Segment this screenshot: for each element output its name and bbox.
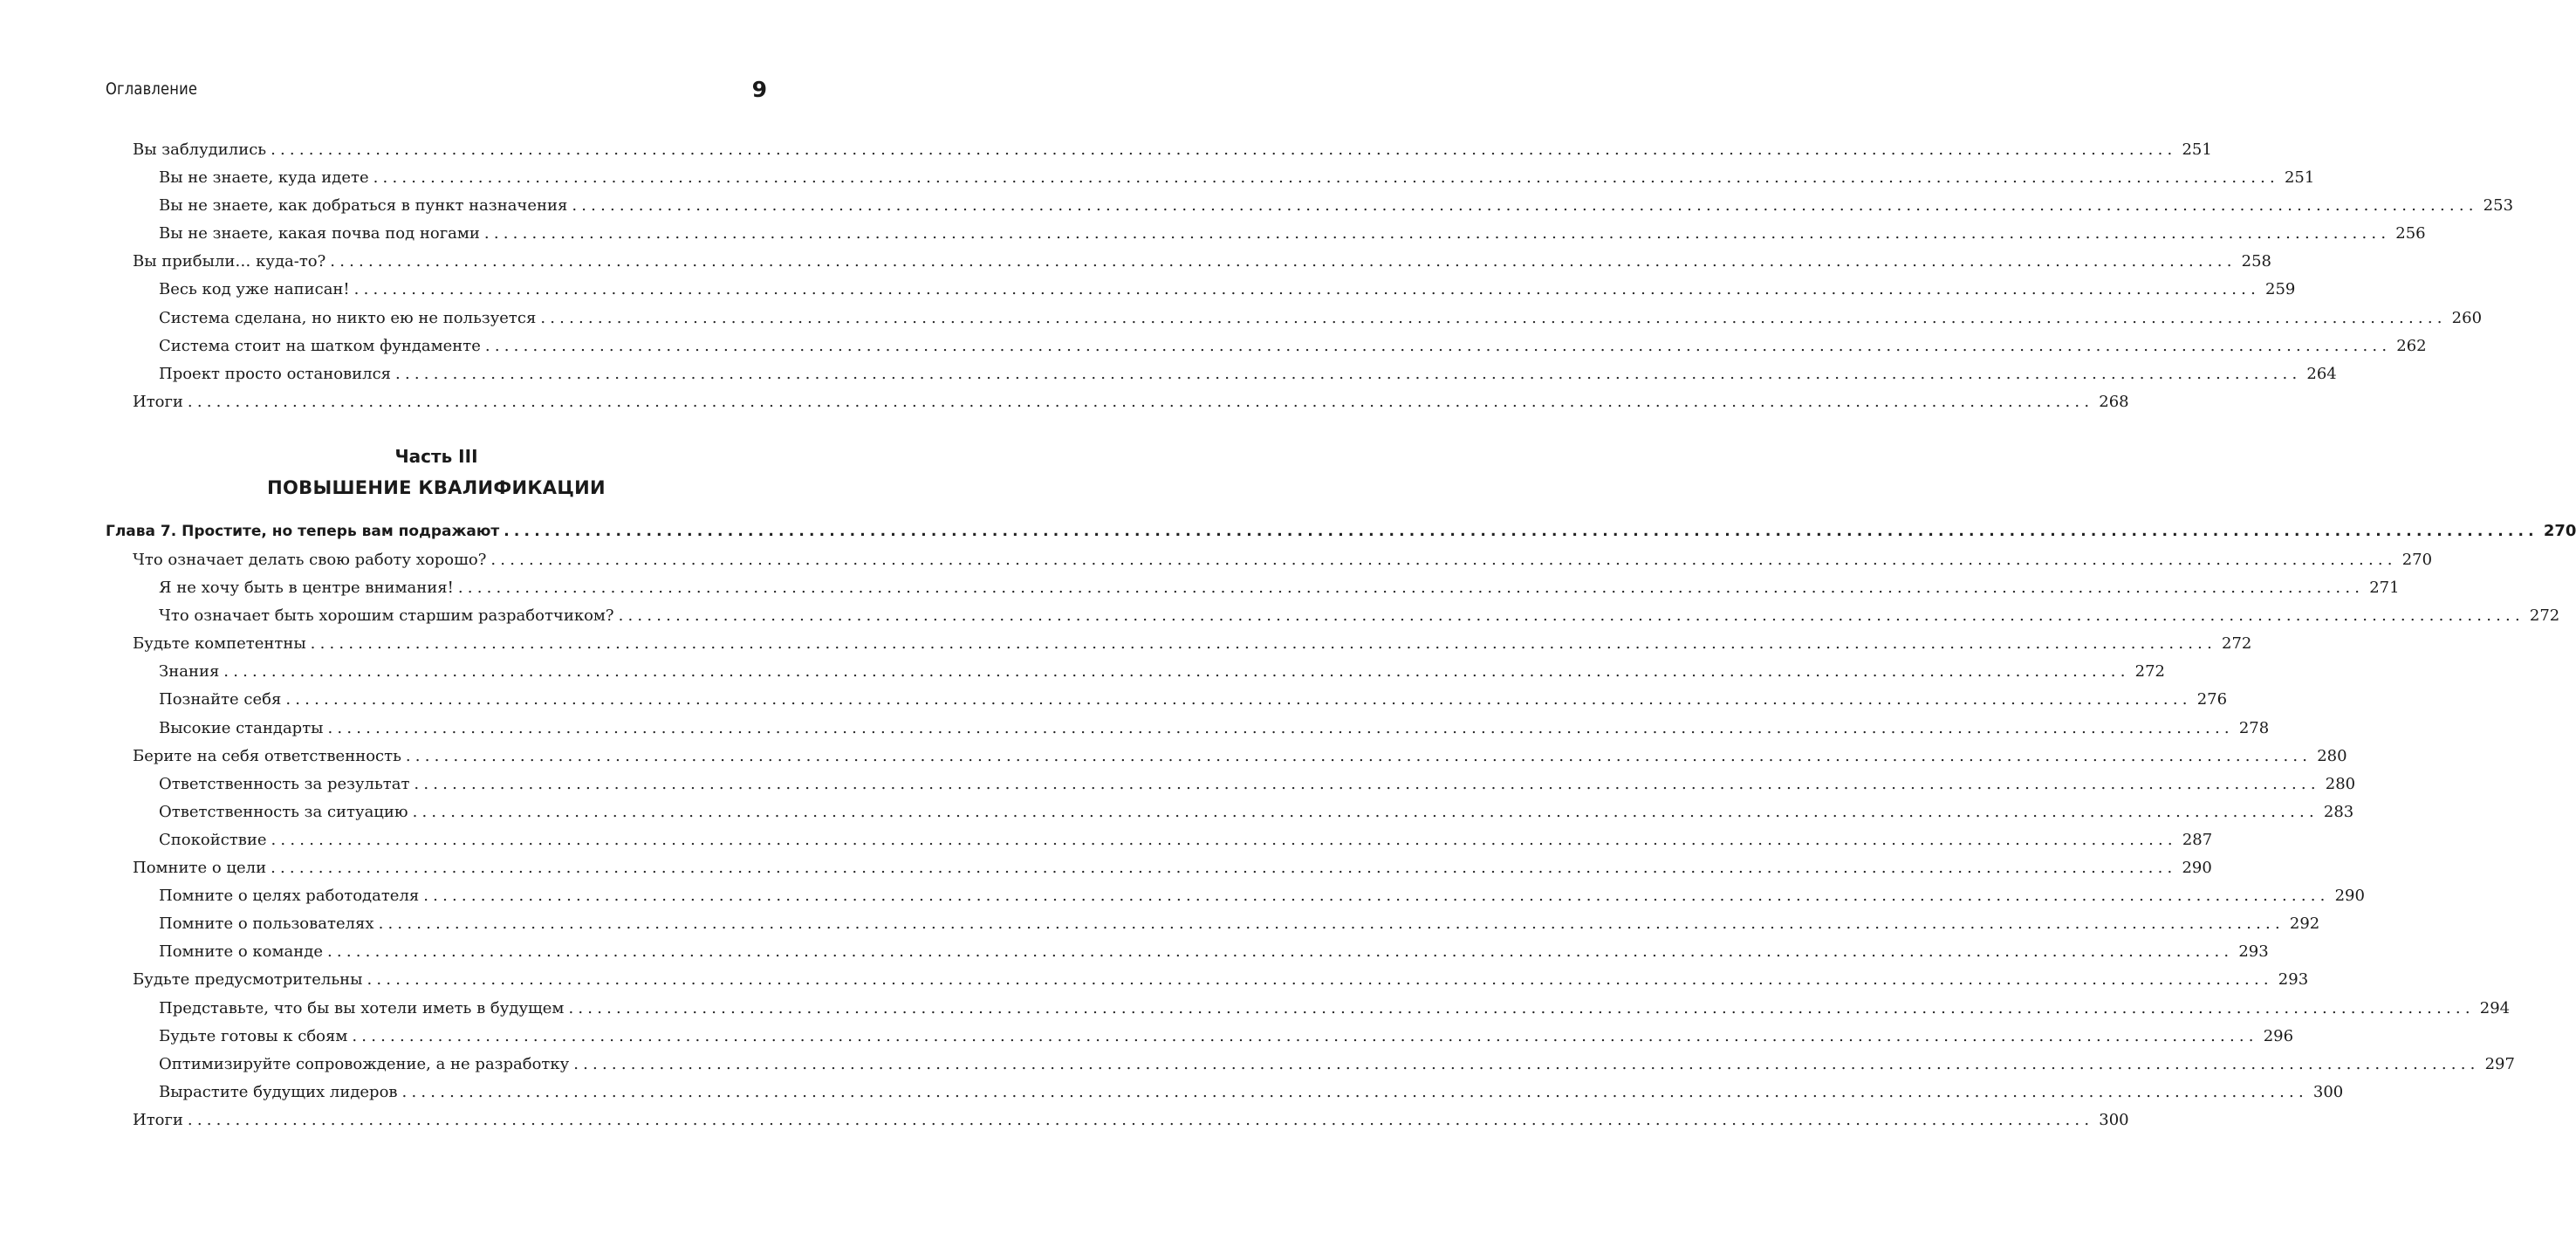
toc-entry — [106, 882, 2365, 910]
toc-entry-page: 258 — [2241, 252, 2271, 271]
toc-entry-page: 297 — [2484, 1054, 2515, 1073]
dot-leader: ........................................................................................................................................................................................................ — [378, 914, 2285, 934]
toc-entry-page: 300 — [2312, 1082, 2344, 1101]
toc-entry-page: 260 — [2451, 308, 2483, 327]
toc-entry-title: Будьте готовы к сбоям — [159, 1026, 348, 1045]
toc-entry — [106, 771, 2356, 798]
toc-entry-title: Представьте, что бы вы хотели иметь в будущем — [159, 998, 565, 1017]
toc-entry-page: 300 — [2099, 1110, 2129, 1129]
toc-entry-page: 256 — [2395, 224, 2426, 243]
toc-entry — [106, 938, 2269, 966]
toc-entry — [106, 630, 2252, 658]
toc-entry-title: Оптимизируйте сопровождение, а не разработку — [159, 1054, 570, 1073]
toc-entry — [106, 276, 2296, 304]
toc-entry — [106, 1023, 2294, 1051]
dot-leader: ........................................................................................................................................................................................................ — [330, 252, 2237, 271]
toc-entry-page: 262 — [2396, 336, 2427, 355]
toc-entry — [106, 574, 2400, 602]
toc-entry-title: Помните о цели — [133, 859, 267, 878]
part-heading — [106, 442, 767, 504]
toc-entry-page: 278 — [2238, 718, 2270, 737]
toc-entry-title: Проект просто остановился — [159, 364, 392, 383]
dot-leader: ........................................................................................................................................................................................................ — [483, 224, 2391, 243]
dot-leader: ........................................................................................................................................................................................................ — [326, 942, 2234, 962]
toc-entry-page: 268 — [2099, 392, 2129, 411]
toc-entry-page: 276 — [2196, 690, 2228, 709]
part-label: Часть III — [394, 446, 478, 467]
toc-entry-title: Познайте себя — [159, 690, 282, 709]
toc-entry-title: Берите на себя ответственность — [133, 746, 401, 765]
toc-entry-title: Глава 7. Простите, но теперь вам подражают — [106, 523, 500, 540]
toc-entry-page: 293 — [2278, 970, 2309, 990]
dot-leader: ........................................................................................................................................................................................................ — [285, 690, 2192, 709]
dot-leader: ........................................................................................................................................................................................................ — [568, 998, 2475, 1017]
toc-entry-title: Вы не знаете, какая почва под ногами — [159, 224, 480, 243]
toc-entry-title: Вырастите будущих лидеров — [159, 1082, 398, 1101]
dot-leader: ........................................................................................................................................................................................................ — [423, 887, 2330, 906]
toc-entry — [106, 743, 2347, 771]
toc-entry-title: Весь код уже написан! — [159, 280, 350, 299]
toc-entry — [106, 686, 2228, 714]
toc-entry — [106, 826, 2213, 854]
dot-leader: ........................................................................................................................................................................................................ — [490, 551, 2397, 569]
toc-entry — [106, 248, 2271, 276]
toc-entry-title: Итоги — [133, 1110, 183, 1129]
toc-entry-title: Вы не знаете, куда идете — [159, 168, 369, 188]
toc-entry-page: 270 — [2543, 522, 2576, 540]
page-number: 9 — [751, 76, 767, 102]
toc-entry — [106, 388, 2129, 416]
dot-leader: ........................................................................................................................................................................................................ — [540, 308, 2447, 327]
toc-entry — [106, 360, 2337, 388]
dot-leader: ........................................................................................................................................................................................................ — [187, 1110, 2094, 1129]
dot-leader: ........................................................................................................................................................................................................ — [414, 774, 2320, 793]
part-title: ПОВЫШЕНИЕ КВАЛИФИКАЦИИ — [267, 477, 606, 498]
toc-section-top — [106, 136, 2514, 416]
toc-entry-title: Итоги — [133, 392, 183, 411]
toc-entry — [106, 715, 2270, 743]
toc-entry-page: 272 — [2134, 662, 2165, 682]
toc-entry-title: Я не хочу быть в центре внимания! — [159, 579, 454, 598]
toc-entry-page: 280 — [2325, 774, 2356, 793]
toc-entry-title: Помните о пользователях — [159, 914, 374, 934]
toc-entry-page: 290 — [2334, 887, 2365, 906]
toc-entry — [106, 658, 2165, 686]
toc-entry-title: Система стоит на шатком фундаменте — [159, 336, 481, 355]
dot-leader: ........................................................................................................................................................................................................ — [457, 579, 2365, 598]
toc-entry-title: Высокие стандарты — [159, 718, 324, 737]
toc-entry — [106, 910, 2320, 938]
dot-leader: ........................................................................................................................................................................................................ — [271, 859, 2177, 878]
dot-leader: ........................................................................................................................................................................................................ — [618, 606, 2525, 626]
dot-leader: ........................................................................................................................................................................................................ — [405, 746, 2312, 765]
toc-entry-page: 259 — [2265, 280, 2296, 299]
toc-entry-title: Что означает делать свою работу хорошо? — [133, 551, 487, 569]
toc-entry-page: 283 — [2323, 802, 2354, 821]
dot-leader: ........................................................................................................................................................................................................ — [187, 392, 2094, 411]
dot-leader: ........................................................................................................................................................................................................ — [271, 140, 2177, 159]
toc-entry-title: Знания — [159, 662, 220, 682]
toc-entry-page: 272 — [2529, 606, 2560, 626]
toc-entry-page: 271 — [2369, 579, 2400, 598]
dot-leader: ........................................................................................................................................................................................................ — [573, 1054, 2480, 1073]
dot-leader: ........................................................................................................................................................................................................ — [271, 830, 2177, 849]
toc-entry — [106, 1051, 2515, 1079]
toc-section-bottom — [106, 517, 2576, 1134]
toc-entry-page: 270 — [2401, 551, 2433, 569]
toc-entry — [106, 1106, 2129, 1134]
toc-entry-title: Вы прибыли… куда-то? — [133, 252, 326, 271]
toc-entry-page: 292 — [2289, 914, 2320, 934]
toc-entry — [106, 220, 2426, 248]
dot-leader: ........................................................................................................................................................................................................ — [572, 196, 2478, 216]
toc-entry-title: Что означает быть хорошим старшим разработчиком? — [159, 606, 614, 626]
toc-entry — [106, 995, 2511, 1023]
toc-entry-page: 251 — [2182, 140, 2212, 159]
dot-leader: ........................................................................................................................................................................................................ — [367, 970, 2273, 990]
toc-entry — [106, 164, 2315, 192]
toc-chapter-entry — [106, 517, 2576, 546]
running-title: Оглавление — [106, 79, 198, 99]
toc-entry — [106, 136, 2212, 164]
toc-entry-title: Вы заблудились — [133, 140, 267, 159]
toc-entry — [106, 798, 2354, 826]
dot-leader: ........................................................................................................................................................................................................ — [401, 1082, 2308, 1101]
toc-entry-title: Вы не знаете, как добраться в пункт назначения — [159, 196, 568, 216]
toc-entry-page: 293 — [2238, 942, 2269, 962]
running-header — [106, 75, 767, 103]
dot-leader: ........................................................................................................................................................................................................ — [327, 718, 2234, 737]
dot-leader: ........................................................................................................................................................................................................ — [504, 523, 2538, 540]
toc-entry-title: Ответственность за результат — [159, 774, 410, 793]
toc-entry — [106, 305, 2483, 332]
toc-entry — [106, 1079, 2344, 1106]
toc-entry-title: Помните о целях работодателя — [159, 887, 420, 906]
toc-entry-page: 251 — [2284, 168, 2315, 188]
toc-entry — [106, 966, 2309, 994]
toc-entry-page: 264 — [2306, 364, 2337, 383]
toc-entry-title: Ответственность за ситуацию — [159, 802, 408, 821]
dot-leader: ........................................................................................................................................................................................................ — [412, 802, 2319, 821]
toc-entry-page: 272 — [2222, 634, 2252, 654]
dot-leader: ........................................................................................................................................................................................................ — [310, 634, 2217, 654]
toc-entry-page: 294 — [2479, 998, 2511, 1017]
toc-entry — [106, 192, 2514, 220]
toc-entry-title: Помните о команде — [159, 942, 323, 962]
dot-leader: ........................................................................................................................................................................................................ — [352, 1026, 2258, 1045]
dot-leader: ........................................................................................................................................................................................................ — [353, 280, 2261, 299]
dot-leader: ........................................................................................................................................................................................................ — [373, 168, 2279, 188]
dot-leader: ........................................................................................................................................................................................................ — [395, 364, 2302, 383]
toc-entry — [106, 332, 2427, 360]
toc-entry-title: Будьте предусмотрительны — [133, 970, 363, 990]
toc-entry-page: 290 — [2182, 859, 2212, 878]
toc-entry-page: 287 — [2182, 830, 2213, 849]
toc-entry-page: 280 — [2317, 746, 2347, 765]
toc-entry-page: 296 — [2263, 1026, 2294, 1045]
toc-entry-title: Спокойствие — [159, 830, 267, 849]
toc-entry-page: 253 — [2483, 196, 2514, 216]
dot-leader: ........................................................................................................................................................................................................ — [484, 336, 2392, 355]
toc-entry — [106, 546, 2433, 574]
toc-entry-title: Система сделана, но никто ею не пользуется — [159, 308, 537, 327]
toc-entry — [106, 602, 2560, 630]
dot-leader: ........................................................................................................................................................................................................ — [223, 662, 2130, 682]
toc-entry-title: Будьте компетентны — [133, 634, 306, 654]
toc-entry — [106, 854, 2212, 882]
